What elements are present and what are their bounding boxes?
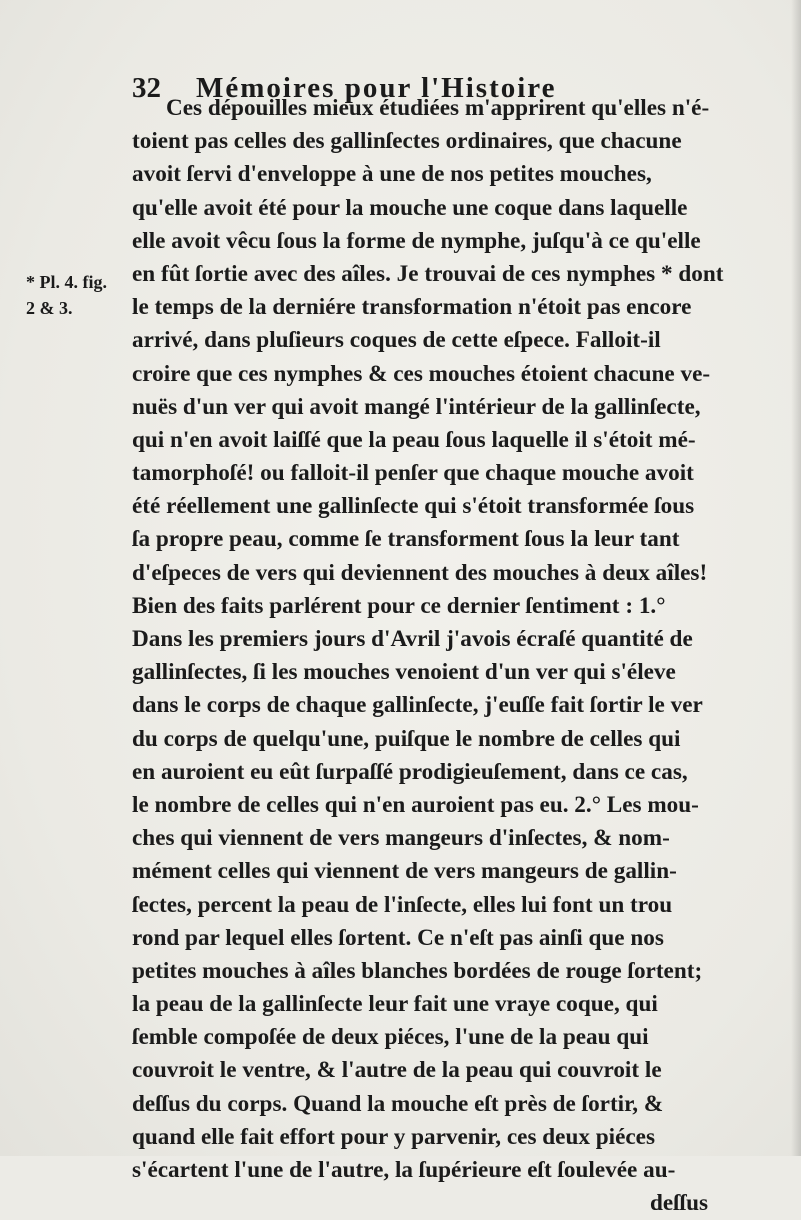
catchword: deſſus bbox=[650, 1190, 708, 1217]
text-line: tamorphoſé! ou falloit-il penſer que chaque mouche avoit bbox=[132, 460, 694, 487]
text-line: Dans les premiers jours d'Avril j'avois écraſé quantité de bbox=[132, 626, 693, 652]
text-line: Bien des faits parlérent pour ce dernier ſentiment : 1.° bbox=[132, 592, 666, 619]
text-line: ches qui viennent de vers mangeurs d'inſectes, & nom- bbox=[132, 825, 670, 852]
text-line: deſſus du corps. Quand la mouche eſt près de ſortir, & bbox=[132, 1090, 664, 1117]
text-line: Ces dépouilles mieux étudiées m'apprirent qu'elles n'é- bbox=[166, 95, 710, 121]
text-line: mément celles qui viennent de vers mangeurs de gallin- bbox=[132, 858, 677, 885]
text-line: été réellement une gallinſecte qui s'étoit transformée ſous bbox=[132, 493, 695, 520]
text-line: quand elle fait effort pour y parvenir, ces deux piéces bbox=[132, 1123, 655, 1150]
text-line: qu'elle avoit été pour la mouche une coque dans laquelle bbox=[132, 194, 688, 221]
text-line: ſectes, percent la peau de l'inſecte, elles lui font un trou bbox=[132, 891, 673, 918]
text-line: du corps de quelqu'une, puiſque le nombre de celles qui bbox=[132, 725, 681, 752]
margin-note-line-1: * Pl. 4. fig. bbox=[26, 272, 107, 292]
text-line: dans le corps de chaque gallinſecte, j'euſſe fait ſortir le ver bbox=[132, 692, 703, 719]
margin-note-plate-reference bbox=[26, 269, 107, 321]
page-edge-shadow bbox=[791, 0, 801, 1156]
page-number: 32 bbox=[132, 72, 161, 104]
text-line: gallinſectes, ſi les mouches venoient d'un ver qui s'éleve bbox=[132, 659, 676, 686]
text-line: nuës d'un ver qui avoit mangé l'intérieur de la gallinſecte, bbox=[132, 393, 701, 420]
text-line: arrivé, dans pluſieurs coques de cette eſpece. Falloit-il bbox=[132, 327, 661, 354]
text-line: elle avoit vêcu ſous la forme de nymphe, juſqu'à ce qu'elle bbox=[132, 227, 701, 254]
text-line: croire que ces nymphes & ces mouches étoient chacune ve- bbox=[132, 360, 711, 387]
text-line: d'eſpeces de vers qui deviennent des mouches à deux aîles! bbox=[132, 559, 708, 586]
text-line: ſemble compoſée de deux piéces, l'une de la peau qui bbox=[132, 1024, 649, 1051]
body-text bbox=[132, 92, 792, 1220]
margin-note-line-2: 2 & 3. bbox=[26, 298, 73, 318]
text-line: s'écartent l'une de l'autre, la ſupérieure eſt ſoulevée au- bbox=[132, 1157, 676, 1183]
text-line: le temps de la derniére transformation n'étoit pas encore bbox=[132, 294, 692, 321]
text-line: toient pas celles des gallinſectes ordinaires, que chacune bbox=[132, 128, 682, 155]
text-line: en fût ſortie avec des aîles. Je trouvai de ces nymphes * dont bbox=[132, 260, 724, 287]
text-line: le nombre de celles qui n'en auroient pas eu. 2.° Les mou- bbox=[132, 791, 699, 818]
text-line: en auroient eu eût ſurpaſſé prodigieuſement, dans ce cas, bbox=[132, 758, 688, 785]
text-line: avoit ſervi d'enveloppe à une de nos petites mouches, bbox=[132, 161, 652, 188]
text-line: rond par lequel elles ſortent. Ce n'eſt pas ainſi que nos bbox=[132, 924, 664, 951]
text-line: la peau de la gallinſecte leur fait une vraye coque, qui bbox=[132, 991, 658, 1018]
text-line: ſa propre peau, comme ſe transforment ſous la leur tant bbox=[132, 526, 680, 553]
running-title: Mémoires pour l'Histoire bbox=[196, 72, 557, 104]
text-line: couvroit le ventre, & l'autre de la peau qui couvroit le bbox=[132, 1057, 662, 1084]
text-line: petites mouches à aîles blanches bordées de rouge ſortent; bbox=[132, 957, 703, 984]
text-line: qui n'en avoit laiſſé que la peau ſous laquelle il s'étoit mé- bbox=[132, 426, 696, 453]
